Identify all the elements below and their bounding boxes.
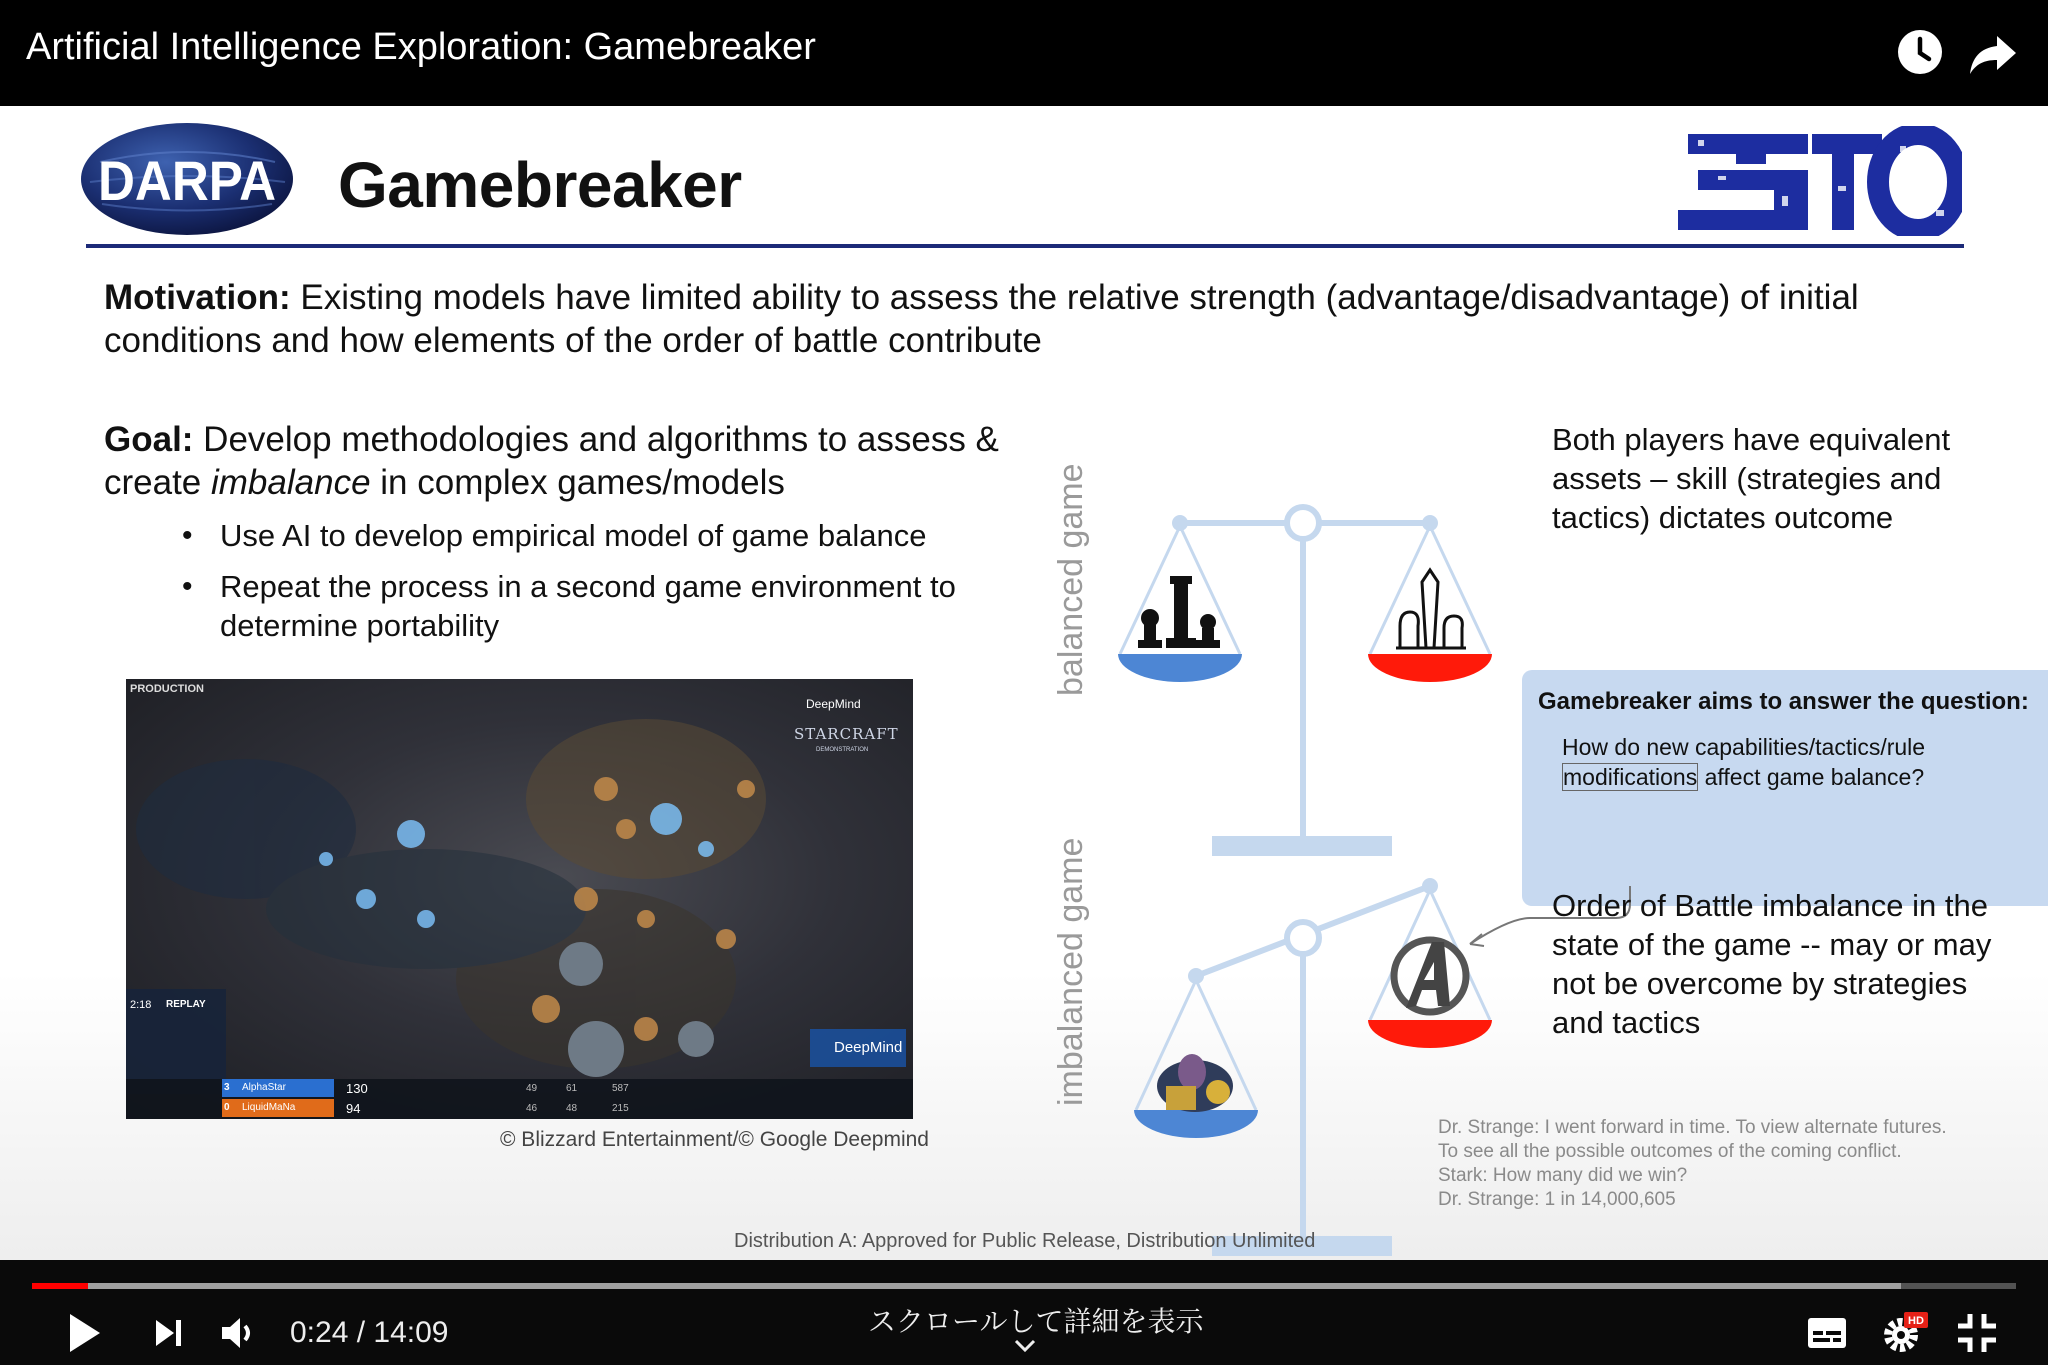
goal-text xyxy=(104,418,1004,504)
subtitles-button[interactable] xyxy=(1800,1306,1854,1360)
next-icon xyxy=(142,1306,196,1360)
goal-emphasis: imbalance xyxy=(211,463,371,502)
balanced-game-label: balanced game xyxy=(1052,463,1090,696)
chevron-down-icon[interactable] xyxy=(1012,1336,1038,1356)
goal-body-1: Develop methodologies and algorithms to assess & create xyxy=(104,420,999,502)
presentation-slide xyxy=(0,106,2048,1260)
goal-bullet-text: Use AI to develop empirical model of game balance xyxy=(220,518,927,553)
question-highlight: modifications xyxy=(1563,764,1698,790)
replay-label: REPLAY xyxy=(166,999,206,1010)
question-title: Gamebreaker aims to answer the question: xyxy=(1538,688,2029,715)
starcraft-screenshot xyxy=(126,679,913,1119)
subtitles-icon xyxy=(1800,1306,1854,1360)
player-1-name: AlphaStar xyxy=(242,1082,286,1093)
distribution-statement: Distribution A: Approved for Public Release, Distribution Unlimited xyxy=(734,1230,1316,1252)
progress-bar[interactable] xyxy=(32,1283,2016,1289)
watch-later-icon[interactable] xyxy=(1890,22,1950,82)
player-1-supply: 130 xyxy=(346,1081,368,1096)
image-credit: © Blizzard Entertainment/© Google Deepmind xyxy=(500,1128,929,1151)
quote-line: Dr. Strange: I went forward in time. To view alternate futures. xyxy=(1438,1117,1947,1138)
player-1-stat: 49 xyxy=(526,1083,538,1094)
darpa-logo-text: DARPA xyxy=(98,149,276,212)
balanced-game-caption: Both players have equivalent assets – skill (strategies and tactics) dictates outcome xyxy=(1552,422,1951,535)
video-title[interactable]: Artificial Intelligence Exploration: Gamebreaker xyxy=(26,26,816,68)
play-button[interactable] xyxy=(56,1306,110,1360)
goal-bullet: • Repeat the process in a second game environment to determine portability xyxy=(182,569,956,643)
deepmind-watermark: DeepMind xyxy=(806,697,861,711)
exit-fullscreen-icon xyxy=(1950,1306,2004,1360)
quote-line: Stark: How many did we win? xyxy=(1438,1165,1688,1186)
video-top-bar xyxy=(0,0,2048,106)
next-button[interactable] xyxy=(142,1306,196,1360)
balanced-scale xyxy=(1118,507,1492,856)
player-2-supply: 94 xyxy=(346,1101,361,1116)
movie-quote xyxy=(1438,1116,1998,1212)
deepmind-badge: DeepMind xyxy=(834,1039,903,1056)
time-display: 0:24 / 14:09 xyxy=(290,1316,449,1349)
quote-line: To see all the possible outcomes of the coming conflict. xyxy=(1438,1141,1902,1162)
slide-title: Gamebreaker xyxy=(338,149,742,221)
player-1-stat: 587 xyxy=(612,1083,629,1094)
motivation-text xyxy=(104,276,1964,362)
question-text-part: affect game balance? xyxy=(1698,764,1925,790)
sto-logo xyxy=(1678,126,1962,236)
player-2-stat: 215 xyxy=(612,1103,629,1114)
player-2-number: 0 xyxy=(224,1102,230,1113)
quote-line: Dr. Strange: 1 in 14,000,605 xyxy=(1438,1189,1676,1210)
question-callout-box xyxy=(1522,670,2048,906)
volume-icon xyxy=(212,1306,266,1360)
goal-body-2: in complex games/models xyxy=(370,463,785,502)
production-label: PRODUCTION xyxy=(130,683,204,695)
imbalanced-game-label: imbalanced game xyxy=(1052,837,1090,1106)
player-1-number: 3 xyxy=(224,1082,230,1093)
darpa-logo xyxy=(80,122,295,236)
settings-icon xyxy=(1876,1306,1930,1360)
imbalanced-game-caption: Order of Battle imbalance in the state of the game -- may or may not be overcome by strategies and tactics xyxy=(1552,888,1992,1040)
player-2-stat: 48 xyxy=(566,1103,578,1114)
settings-button[interactable] xyxy=(1876,1306,1930,1360)
game-scene xyxy=(126,679,913,1119)
avengers-icon xyxy=(1394,940,1466,1012)
player-controls xyxy=(0,1260,2048,1365)
motivation-label: Motivation: xyxy=(104,278,291,317)
goal-label: Goal: xyxy=(104,420,194,459)
demonstration-label: DEMONSTRATION xyxy=(816,747,869,753)
thanos-icon xyxy=(1157,1054,1233,1112)
player-2-stat: 46 xyxy=(526,1103,538,1114)
goal-bullet: • Use AI to develop empirical model of game balance xyxy=(182,518,927,553)
buffered-bar xyxy=(32,1283,1901,1289)
goal-bullet-text: Repeat the process in a second game environment to determine portability xyxy=(220,569,956,643)
player-1-stat: 61 xyxy=(566,1083,578,1094)
question-text xyxy=(1562,732,2032,792)
scroll-for-details-hint[interactable]: スクロールして詳細を表示 xyxy=(868,1306,1204,1337)
volume-button[interactable] xyxy=(212,1306,266,1360)
player-2-name: LiquidMaNa xyxy=(242,1102,296,1113)
motivation-body: Existing models have limited ability to assess the relative strength (advantage/disadvantage) of initial conditions and how elements of the order of battle contribute xyxy=(104,278,1859,360)
hd-badge: HD xyxy=(1908,1315,1924,1327)
exit-fullscreen-button[interactable] xyxy=(1950,1306,2004,1360)
game-time: 2:18 xyxy=(130,999,152,1011)
played-bar xyxy=(32,1283,88,1289)
starcraft-logo: STARCRAFT xyxy=(794,725,899,743)
question-text-part: How do new capabilities/tactics/rule xyxy=(1562,734,1926,760)
title-divider xyxy=(86,244,1964,248)
share-icon[interactable] xyxy=(1964,22,2024,82)
play-icon xyxy=(56,1306,110,1360)
